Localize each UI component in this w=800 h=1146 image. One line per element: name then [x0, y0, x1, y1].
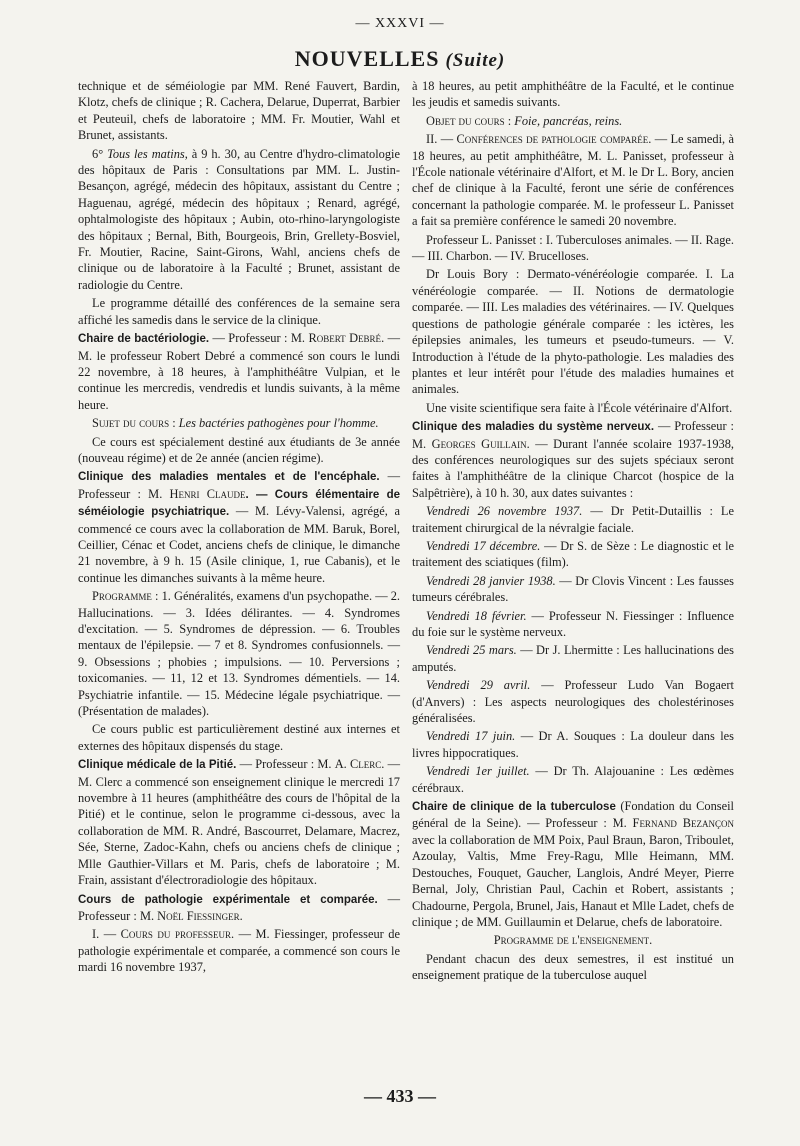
lecture-text: — Dr A. Souques : La douleur dans les livres hippocratiques. — [412, 729, 734, 760]
lecture-date: Vendredi 26 novembre 1937. — [426, 504, 583, 519]
subject-label: Sujet du cours — [92, 416, 170, 431]
paragraph: Le programme détaillé des conférences de la semaine sera affiché les samedis dans le service de la clinique. — [78, 296, 400, 327]
lecture-text: — Dr J. Lhermitte : Les hallucinations des amputés. — [412, 643, 734, 674]
subsection-label: II. — Conférences de pathologie comparée — [426, 132, 649, 147]
pathology-section — [78, 891, 400, 925]
lecture-text: — Professeur N. Fiessinger : Influence du foie sur le système nerveux. — [412, 608, 735, 639]
page-roman-numeral: — XXXVI — — [355, 16, 445, 31]
paragraph-text: . — Durant l'année scolaire 1937-1938, des conférences neurologiques sur des sujets spéciaux seront faites à l'amphithéâtre de la clinique Charcot (hospice de la Salpêtrière), à 10 h. 30, aux dates suivantes : — [412, 436, 735, 500]
paragraph: Professeur L. Panisset : I. Tuberculoses animales. — II. Rage. — III. Charbon. — IV. Brucelloses. — [412, 232, 734, 264]
paragraph-text: . — M. Fiessinger, professeur de pathologie expérimentale et comparée, a commencé son cours le mardi 16 novembre 1937, — [78, 927, 400, 975]
lecture-date: Vendredi 17 juin. — [426, 729, 516, 744]
nervous-system-section — [412, 418, 734, 501]
prof-lead: — Professeur : M. — [412, 419, 734, 451]
lecture-entry — [412, 728, 734, 761]
list-number: 6° — [92, 146, 108, 161]
section-title — [0, 46, 800, 72]
paragraph — [78, 146, 400, 294]
object-label: Objet du cours — [426, 113, 505, 128]
lecture-text: — Dr Clovis Vincent : Les fausses tumeurs cérébrales. — [412, 573, 734, 605]
subsection-label: I. — Cours du professeur — [92, 927, 231, 942]
prof-lead: — Professeur : M. — [78, 891, 400, 923]
mental-diseases-section — [78, 468, 400, 586]
paragraph — [78, 926, 400, 975]
lecture-text: — Dr S. de Sèze : Le diagnostic et le traitement des sciatiques (film). — [412, 538, 735, 570]
professor-name: Fernand Bezançon — [632, 816, 735, 831]
paragraph-text: . — M. le professeur Robert Debré a commencé son cours le lundi 22 novembre, à 18 heures, à l'amphithéâtre Vulpian, et le continue les mercredis, vendredis et lundis suivants, à la même heure. — [78, 331, 400, 412]
paragraph: Ce cours est spécialement destiné aux étudiants de 3e année (nouveau régime) et de 2e année (ancien régime). — [78, 434, 400, 465]
paragraph-text: . — M. Clerc a commencé son enseignement clinique le mercredi 17 novembre à 11 heures (amphithéâtre des cours de l'hôpital de la Pitié) et le continue, selon le programme ci-dessous, avec la collaboration de MM. R. André, Bascourret, Delamare, Macrez, Sée, Sterne, Zadoc-Kahn, chefs ou anciens chefs de clinique ; Mlle Gauthier-Villars et M. Paris, chefs de laboratoire ; M. Frain, assistant d'électroradiologie des hôpitaux. — [78, 757, 400, 888]
subject-text: Les bactéries pathogènes pour l'homme. — [178, 416, 379, 431]
right-column — [412, 78, 734, 986]
lecture-date: Vendredi 18 février. — [426, 608, 527, 623]
lecture-entry — [412, 503, 734, 536]
lecture-entry — [412, 677, 734, 726]
lecture-entry — [412, 573, 734, 606]
paragraph-text: , à 9 h. 30, au Centre d'hydro-climatologie des hôpitaux de Paris : Consultations par MM. L. Justin-Besançon, agrégé, médecin des hôpitaux, assistant du Centre ; Haguenau, agrégé, médecin des hôpitaux ; Renard, agrégé, ophtalmologiste des hôpitaux ; Aubin, oto-rhino-laryngologiste des hôpitaux ; Bernal, Bith, Bourgeois, Brin, Grellety-Bosviel, Fr. Moutier, Racine, Saint-Girons, Wahl, anciens chefs de clinique ou de laboratoire à la Faculté ; Brunet, assistant de radiologie du Centre. — [78, 146, 400, 292]
title-text: NOUVELLES — [294, 46, 440, 71]
lecture-entry — [412, 763, 734, 796]
lecture-entry — [412, 608, 734, 641]
course-subject — [78, 415, 400, 431]
section-heading: Clinique médicale de la Pitié. — [78, 759, 237, 772]
page-number: — 433 — — [364, 1086, 436, 1106]
paragraph: technique et de séméiologie par MM. René Fauvert, Bardin, Klotz, chefs de clinique ; R. Cachera, Delarue, Duperrat, Barbier et Peuteuil, chefs de laboratoire ; MM. Fr. Moutier, Wahl et Brunet, assistants. — [78, 79, 400, 143]
lecture-date: Vendredi 28 janvier 1938. — [426, 573, 556, 588]
professor-name: Georges Guillain — [431, 436, 527, 451]
bacteriology-section — [78, 330, 400, 413]
paragraph-text: . — Le samedi, à 18 heures, au petit amphithéâtre, M. L. Panisset, professeur à l'École nationale vétérinaire d'Alfort, et M. le Dr L. Bory, ancien chef de clinique à la Faculté, feront une série de conférences concernant la pathologie comparée. M. le professeur L. Panisset a fait sa première conférence le samedi 20 novembre. — [412, 132, 734, 229]
professor-name: A. Clerc — [334, 757, 382, 772]
punctuation: . — [239, 908, 243, 923]
paragraph: Dr Louis Bory : Dermato-vénéréologie comparée. I. La vénéréologie comparée. — II. Notions de dermatologie comparée. — III. Les maladies des vétérinaires. — IV. Quelques questions de pathologie générale comparée : les ictères, les épilepsies animales, les tumeurs et pseudo-tumeurs. — V. Introduction à l'étude de la phyto-pathologie. Les maladies des plantes et leur intérêt pour l'étude des maladies humaines et animales. — [412, 267, 734, 397]
paragraph-text: — M. Lévy-Valensi, agrégé, a commencé ce cours avec la collaboration de MM. Baruk, Borel, Ceillier, Cénac et Codet, anciens chefs de clinique, le dimanche 21 novembre, à 9 h. 15 (Asile clinique, 1, rue Cabanis), et le continue les dimanches suivants à la même heure. — [78, 504, 400, 585]
lecture-text: — Dr Th. Alajouanine : Les œdèmes cérébraux. — [412, 764, 734, 795]
program-label: Programme — [92, 589, 152, 604]
program-text: : 1. Généralités, examens d'un psychopathe. — 2. Hallucinations. — 3. Idées délirantes. — 4. Syndromes d'excitation. — 5. Syndromes de dépression. — 6. Troubles mentaux de l'épilepsie. — 7 et 8. Syndromes confusionnels. — 9. Obsessions ; phobies ; impulsions. — 10. Perversions ; toxicomanies. — 11, 12 et 13. Syndromes démentiels. — 14. Psychiatrie infantile. — 15. Médecine légale psychiatrique. — (Présentation de malades). — [78, 589, 400, 719]
course-heading: . — Cours élémentaire de séméiologie psychiatrique. — [78, 488, 401, 519]
paragraph: à 18 heures, au petit amphithéâtre de la Faculté, et le continue les jeudis et samedis suivants. — [412, 79, 734, 110]
object-text: Foie, pancréas, reins. — [514, 113, 623, 128]
lecture-date: Vendredi 29 avril. — [426, 678, 531, 693]
paragraph-text: avec la collaboration de MM Poix, Paul Braun, Baron, Triboulet, Azoulay, Valtis, Mme Frey-Ragu, Mlle Heimann, MM. Destouches, Fouquet, Gaucher, Langlois, André Meyer, Pierre Bernal, Joly, Christian Paul, Cachin et Robert, assistants ; Chadourne, Pergola, Brunel, Jais, Hanaut et Mlle Ladet, chefs de clinique ; de MM. Guillaumin et Delarue, chefs de laboratoire. — [412, 832, 734, 929]
lecture-text: — Professeur Ludo Van Bogaert (d'Anvers) : Les aspects neurologiques des cholestérinoses généralisées. — [412, 678, 735, 726]
section-heading: Chaire de bactériologie. — [78, 333, 210, 346]
paragraph: Pendant chacun des deux semestres, il est institué un enseignement pratique de la tuberculose auquel — [412, 951, 734, 983]
separator: : — [169, 416, 179, 431]
paragraph — [412, 131, 734, 229]
separator: : — [504, 113, 515, 128]
lecture-text: — Dr Petit-Dutaillis : Le traitement chirurgical de la névralgie faciale. — [412, 504, 734, 535]
professor-name: Henri Claude — [169, 486, 246, 501]
section-heading: Cours de pathologie expérimentale et comparée. — [78, 893, 378, 906]
professor-name: Noël Fiessinger — [157, 908, 240, 923]
lecture-date: Vendredi 25 mars. — [426, 643, 517, 658]
emphasis: Tous les matins — [107, 146, 185, 161]
section-heading: Chaire de clinique de la tuberculose — [412, 801, 616, 814]
prof-lead: — Professeur : M. — [78, 469, 400, 501]
program-heading: Programme de l'enseignement. — [493, 933, 653, 948]
professor-name: Robert Debré — [308, 331, 382, 346]
paragraph: Ce cours public est particulièrement destiné aux internes et externes des hôpitaux dispensés du stage. — [78, 722, 400, 753]
course-object — [412, 113, 734, 129]
title-suffix: (Suite) — [445, 50, 506, 71]
left-column — [78, 78, 400, 978]
lecture-entry — [412, 538, 734, 571]
section-heading: Clinique des maladies mentales et de l'encéphale. — [78, 471, 380, 484]
prof-lead: — Professeur : M. — [236, 757, 335, 772]
section-heading: Clinique des maladies du système nerveux. — [412, 421, 655, 434]
pitie-section — [78, 756, 400, 888]
lecture-entry — [412, 642, 734, 675]
prof-lead: (Fondation du Conseil général de la Seine). — Professeur : M. — [412, 799, 734, 831]
tuberculosis-section — [412, 798, 734, 930]
paragraph: Une visite scientifique sera faite à l'École vétérinaire d'Alfort. — [426, 400, 733, 415]
lecture-date: Vendredi 1er juillet. — [426, 764, 530, 779]
lecture-date: Vendredi 17 décembre. — [426, 538, 541, 553]
prof-lead: — Professeur : M. — [209, 331, 309, 346]
program-list — [78, 588, 400, 719]
